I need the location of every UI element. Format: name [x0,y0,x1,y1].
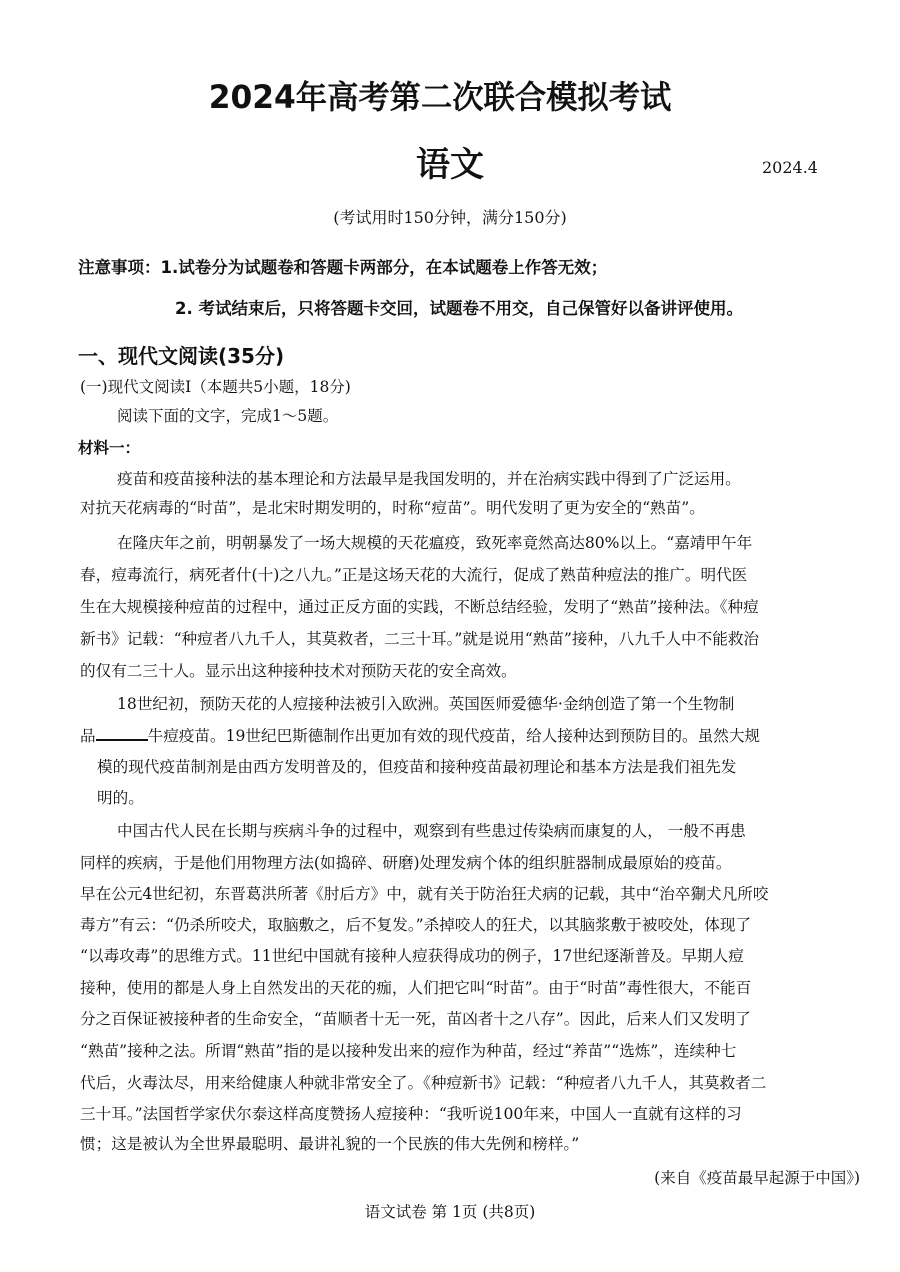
body-line: 早在公元4世纪初，东晋葛洪所著《肘后方》中，就有关于防治狂犬病的记载，其中“治卒猘犬凡所咬 [80,885,769,903]
exam-date: 2024.4 [762,158,818,177]
notice-line-1: 注意事项：1.试卷分为试题卷和答题卡两部分，在本试题卷上作答无效； [78,258,608,277]
body-line: 三十耳。”法国哲学家伏尔泰这样高度赞扬人痘接种：“我听说100年来，中国人一直就有这样的习 [80,1105,742,1123]
exam-title: 2024年高考第二次联合模拟考试 [208,78,672,116]
body-line-rest: 牛痘疫苗。19世纪巴斯德制作出更加有效的现代疫苗，给人接种达到预防目的。虽然大规 [147,727,761,745]
instruction: 阅读下面的文字，完成1～5题。 [117,407,339,425]
body-line: 18世纪初，预防天花的人痘接种法被引入欧洲。英国医师爱德华·金纳创造了第一个生物制 [117,695,735,713]
body-line: 接种，使用的都是人身上自然发出的天花的痂，人们把它叫“时苗”。由于“时苗”毒性很大，不能百 [80,979,752,997]
body-line: 毒方”有云：“仍杀所咬犬，取脑敷之，后不复发。”杀掉咬人的狂犬，以其脑浆敷于被咬处，体现了 [80,916,752,934]
source-citation: (来自《疫苗最早起源于中国》) [654,1169,860,1187]
body-line: 模的现代疫苗制剂是由西方发明普及的，但疫苗和接种疫苗最初理论和基本方法是我们祖先发 [97,758,737,776]
body-line: 新书》记载：“种痘者八九千人，其莫救者，二三十耳。”就是说用“熟苗”接种，八九千人中不能救治 [80,630,760,648]
body-line: 对抗天花病毒的“时苗”，是北宋时期发明的，时称“痘苗”。明代发明了更为安全的“熟苗”。 [80,499,705,517]
body-line: 惯；这是被认为全世界最聪明、最讲礼貌的一个民族的伟大先例和榜样。” [80,1135,580,1153]
body-line: 在隆庆年之前，明朝暴发了一场大规模的天花瘟疫，致死率竟然高达80%以上。“嘉靖甲午年 [117,534,753,552]
body-line: 分之百保证被接种者的生命安全，“苗顺者十无一死，苗凶者十之八存”。因此，后来人们又发明了 [80,1010,751,1028]
subject-title: 语文 [416,145,484,185]
material-label: 材料一： [78,439,141,457]
body-line: “熟苗”接种之法。所谓“熟苗”指的是以接种发出来的痘作为种苗，经过“养苗”“选炼”，连续种七 [80,1042,737,1060]
page-footer: 语文试卷 第 1页 (共8页) [364,1203,536,1221]
body-line: 的仅有二三十人。显示出这种接种技术对预防天花的安全高效。 [80,662,517,680]
blank-prefix: 品 [80,727,96,745]
body-line: 疫苗和疫苗接种法的基本理论和方法最早是我国发明的，并在治病实践中得到了广泛运用。 [117,470,741,488]
body-line: “以毒攻毒”的思维方式。11世纪中国就有接种人痘获得成功的例子，17世纪逐渐普及。早期人痘 [80,947,744,965]
body-line: 春，痘毒流行，病死者什(十)之八九。”正是这场天花的大流行，促成了熟苗种痘法的推广。明代医 [80,566,748,584]
body-line: 代后，火毒汰尽，用来给健康人种就非常安全了。《种痘新书》记载：“种痘者八九千人，其莫救者二 [80,1074,767,1092]
notice-line-2: 2. 考试结束后，只将答题卡交回，试题卷不用交，自己保管好以备讲评使用。 [175,299,743,318]
body-line: 明的。 [97,789,144,807]
subsection-title: (一)现代文阅读I（本题共5小题，18分) [80,378,351,396]
body-line: 同样的疾病，于是他们用物理方法(如捣碎、研磨)处理发病个体的组织脏器制成最原始的疫苗。 [80,854,732,872]
body-line-with-blank [80,724,760,746]
body-line: 中国古代人民在长期与疾病斗争的过程中，观察到有些患过传染病而康复的人， 一般不再患 [117,822,746,840]
time-note: (考试用时150分钟，满分150分) [333,208,567,227]
section-title: 一、现代文阅读(35分) [78,344,285,368]
body-line: 生在大规模接种痘苗的过程中，通过正反方面的实践，不断总结经验，发明了“熟苗”接种法。《种痘 [80,598,759,616]
fill-blank[interactable] [96,725,148,741]
